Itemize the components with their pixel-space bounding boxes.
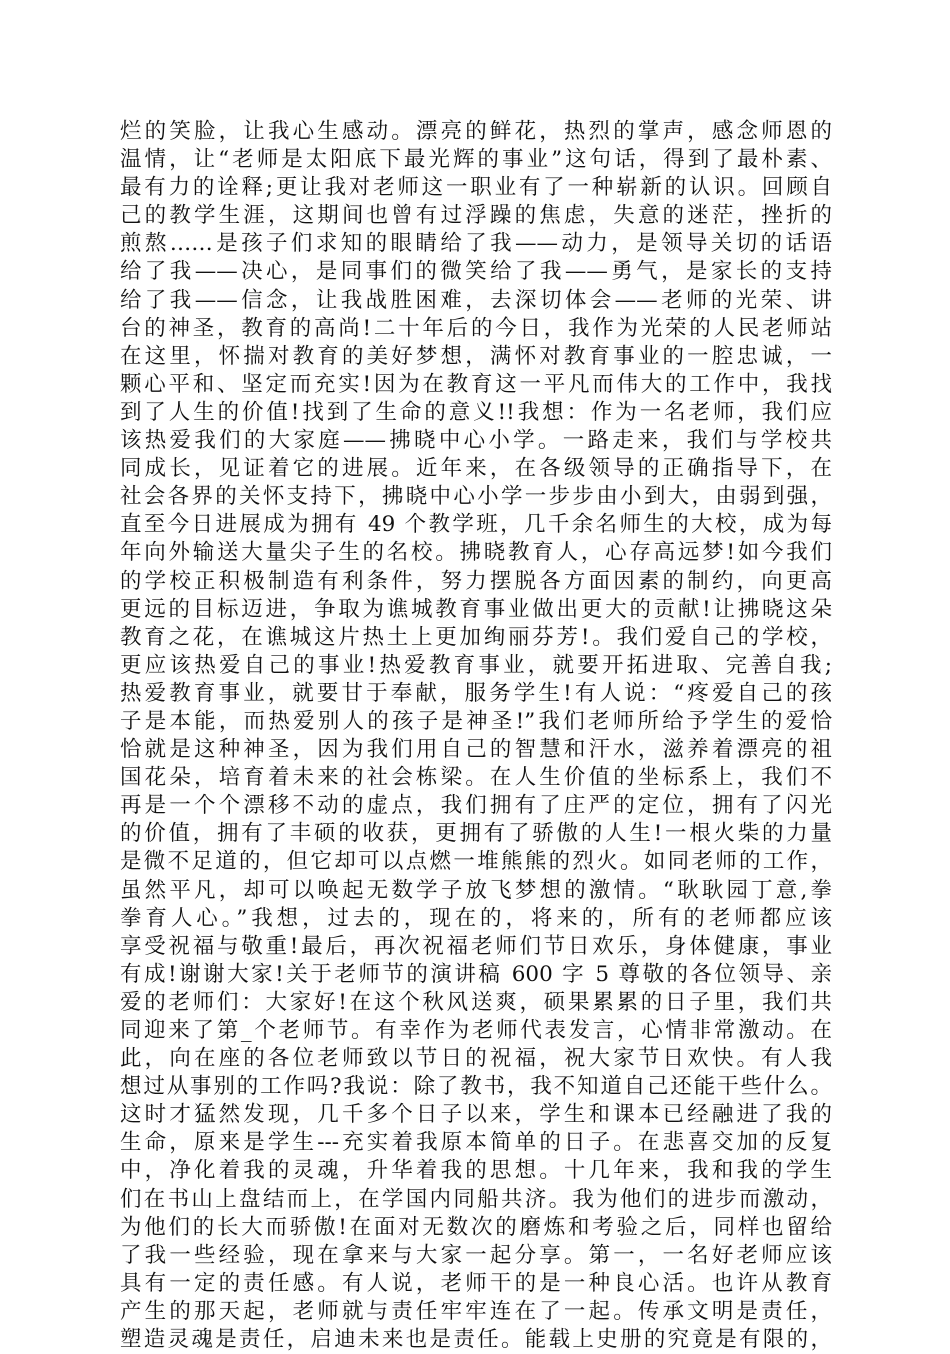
text-line: 的价值，拥有了丰硕的收获，更拥有了骄傲的人生!一根火柴的力量: [120, 821, 832, 847]
text-line: 们在书山上盘结而上，在学国内同船共济。我为他们的进步而激动，: [120, 1186, 832, 1212]
text-line: 煎熬……是孩子们求知的眼睛给了我——动力，是领导关切的话语: [120, 231, 832, 257]
text-line: 再是一个个漂移不动的虚点，我们拥有了庄严的定位，拥有了闪光: [120, 793, 832, 819]
text-line: 在这里，怀揣对教育的美好梦想，满怀对教育事业的一腔忠诚，一: [120, 343, 832, 369]
document-body-text: [120, 118, 832, 1354]
text-line: 想过从事别的工作吗?我说：除了教书，我不知道自己还能干些什么。: [120, 1074, 832, 1100]
text-line: 具有一定的责任感。有人说，老师干的是一种良心活。也许从教育: [120, 1270, 832, 1296]
text-line: 年向外输送大量尖子生的名校。拂晓教育人，心存高远梦!如今我们: [120, 540, 832, 566]
text-line: 了我一些经验，现在拿来与大家一起分享。第一，一名好老师应该: [120, 1242, 832, 1268]
text-line: 教育之花，在谯城这片热土上更加绚丽芬芳!。我们爱自己的学校，: [120, 624, 832, 650]
text-line: 更远的目标迈进，争取为谯城教育事业做出更大的贡献!让拂晓这朵: [120, 596, 832, 622]
text-line: 是微不足道的，但它却可以点燃一堆熊熊的烈火。如同老师的工作，: [120, 849, 832, 875]
text-line: 该热爱我们的大家庭——拂晓中心小学。一路走来，我们与学校共: [120, 428, 832, 454]
text-line: 中，净化着我的灵魂，升华着我的思想。十几年来，我和我的学生: [120, 1158, 832, 1184]
text-line: 己的教学生涯，这期间也曾有过浮躁的焦虑，失意的迷茫，挫折的: [120, 203, 832, 229]
text-line: 此，向在座的各位老师致以节日的祝福，祝大家节日欢快。有人我: [120, 1046, 832, 1072]
text-line: 到了人生的价值!找到了生命的意义!!我想：作为一名老师，我们应: [120, 399, 832, 425]
text-line: 直至今日进展成为拥有 49 个教学班，几千余名师生的大校，成为每: [120, 512, 832, 538]
text-line: 这时才猛然发现，几千多个日子以来，学生和课本已经融进了我的: [120, 1102, 832, 1128]
text-line: 恰就是这种神圣，因为我们用自己的智慧和汗水，滋养着漂亮的祖: [120, 737, 832, 763]
text-line: 爱的老师们：大家好!在这个秋风送爽，硕果累累的日子里，我们共: [120, 989, 832, 1015]
text-line: 生命，原来是学生---充实着我原本简单的日子。在悲喜交加的反复: [120, 1130, 832, 1156]
text-line: 享受祝福与敬重!最后，再次祝福老师们节日欢乐，身体健康，事业: [120, 933, 832, 959]
text-line: 热爱教育事业，就要甘于奉献，服务学生!有人说：“疼爱自己的孩: [120, 680, 832, 706]
text-line: 给了我——信念，让我战胜困难，去深切体会——老师的光荣、讲: [120, 287, 832, 313]
text-line: 颗心平和、坚定而充实!因为在教育这一平凡而伟大的工作中，我找: [120, 371, 832, 397]
text-line: 台的神圣，教育的高尚!二十年后的今日，我作为光荣的人民老师站: [120, 315, 832, 341]
text-line: 塑造灵魂是责任，启迪未来也是责任。能载上史册的究竟是有限的，: [120, 1327, 832, 1353]
text-line: 同成长，见证着它的进展。近年来，在各级领导的正确指导下，在: [120, 456, 832, 482]
text-line: 更应该热爱自己的事业!热爱教育事业，就要开拓进取、完善自我;: [120, 652, 832, 678]
text-line: 同迎来了第_个老师节。有幸作为老师代表发言，心情非常激动。在: [120, 1018, 832, 1043]
text-line: 有成!谢谢大家!关于老师节的演讲稿 600 字 5 尊敬的各位领导、亲: [120, 961, 832, 987]
text-line: 产生的那天起，老师就与责任牢牢连在了一起。传承文明是责任，: [120, 1298, 832, 1324]
text-line: 拳育人心。”我想，过去的，现在的，将来的，所有的老师都应该: [120, 905, 832, 931]
text-line: 子是本能，而热爱别人的孩子是神圣!”我们老师所给予学生的爱恰: [120, 708, 832, 734]
text-line: 温情，让“老师是太阳底下最光辉的事业”这句话，得到了最朴素、: [120, 147, 832, 173]
text-line: 为他们的长大而骄傲!在面对无数次的磨炼和考验之后，同样也留给: [120, 1214, 832, 1240]
text-line: 的学校正积极制造有利条件，努力摆脱各方面因素的制约，向更高: [120, 568, 832, 594]
text-line: 烂的笑脸，让我心生感动。漂亮的鲜花，热烈的掌声，感念师恩的: [120, 119, 832, 144]
text-line: 给了我——决心，是同事们的微笑给了我——勇气，是家长的支持: [120, 259, 832, 285]
text-line: 国花朵，培育着未来的社会栋梁。在人生价值的坐标系上，我们不: [120, 765, 832, 791]
text-line: 虽然平凡，却可以唤起无数学子放飞梦想的激情。“耿耿园丁意,拳: [120, 877, 832, 903]
text-line: 社会各界的关怀支持下，拂晓中心小学一步步由小到大，由弱到强，: [120, 484, 832, 510]
text-line: 最有力的诠释;更让我对老师这一职业有了一种崭新的认识。回顾自: [120, 175, 832, 201]
